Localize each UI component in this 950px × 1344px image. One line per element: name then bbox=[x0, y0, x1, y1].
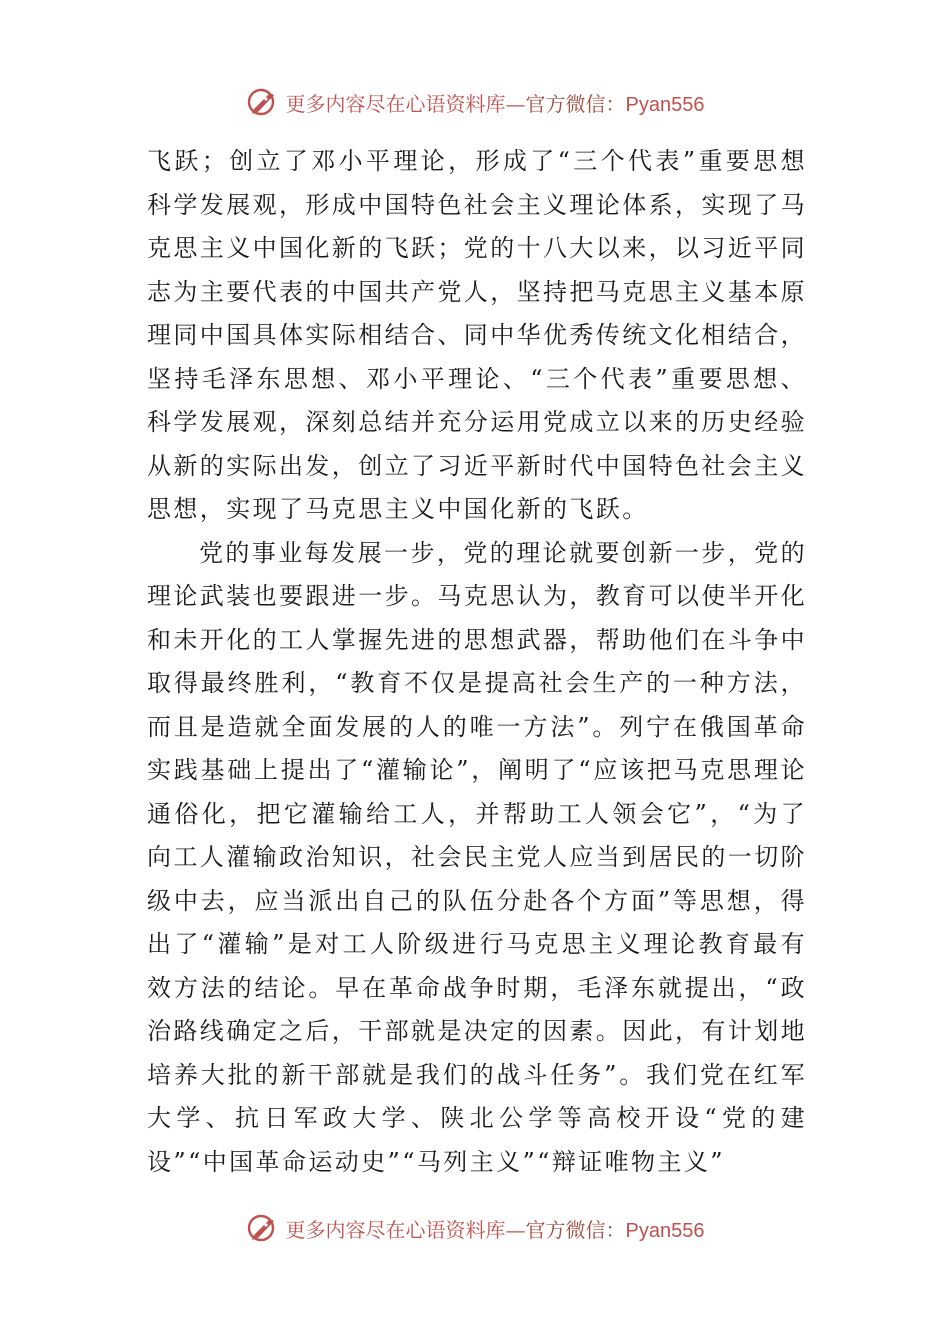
header-watermark bbox=[0, 82, 950, 122]
watermark-dash: — bbox=[505, 1217, 526, 1242]
watermark-text bbox=[286, 1214, 705, 1243]
watermark-wechat-id: Pyan556 bbox=[625, 1219, 705, 1242]
watermark-wechat-id: Pyan556 bbox=[625, 93, 705, 116]
document-body bbox=[147, 140, 807, 1184]
paragraph-2: 党的事业每发展一步，党的理论就要创新一步，党的理论武装也要跟进一步。马克思认为，教育可以使半开化和未开化的工人掌握先进的思想武器，帮助他们在斗争中取得最终胜利，“教育不仅是提高社会生产的一种方法，而且是造就全面发展的人的唯一方法”。列宁在俄国革命实践基础上提出了“灌输论”，阐明了“应该把马克思理论通俗化，把它灌输给工人，并帮助工人领会它”，“为了向工人灌输政治知识，社会民主党人应当到居民的一切阶级中去，应当派出自己的队伍分赴各个方面”等思想，得出了“灌输”是对工人阶级进行马克思主义理论教育最有效方法的结论。早在革命战争时期，毛泽东就提出，“政治路线确定之后，干部就是决定的因素。因此，有计划地培养大批的新干部就是我们的战斗任务”。我们党在红军大学、抗日军政大学、陕北公学等高校开设“党的建设”“中国革命运动史”“马列主义”“辩证唯物主义” bbox=[147, 538, 807, 1176]
watermark-official-label: 官方微信： bbox=[525, 91, 626, 116]
pen-nib-circle-icon bbox=[246, 1211, 280, 1245]
watermark-brand: 更多内容尽在心语资料库 bbox=[285, 91, 506, 116]
watermark-brand: 更多内容尽在心语资料库 bbox=[285, 1217, 506, 1242]
paragraph-1: 飞跃；创立了邓小平理论，形成了“三个代表”重要思想科学发展观，形成中国特色社会主义理论体系，实现了马克思主义中国化新的飞跃；党的十八大以来，以习近平同志为主要代表的中国共产党人，坚持把马克思主义基本原理同中国具体实际相结合、同中华优秀传统文化相结合，坚持毛泽东思想、邓小平理论、“三个代表”重要思想、科学发展观，深刻总结并充分运用党成立以来的历史经验从新的实际出发，创立了习近平新时代中国特色社会主义思想，实现了马克思主义中国化新的飞跃。 bbox=[147, 147, 807, 523]
watermark-official-label: 官方微信： bbox=[525, 1217, 626, 1242]
footer-watermark bbox=[0, 1208, 950, 1248]
pen-nib-circle-icon bbox=[246, 85, 280, 119]
watermark-dash: — bbox=[505, 91, 526, 116]
watermark-text bbox=[286, 88, 705, 117]
